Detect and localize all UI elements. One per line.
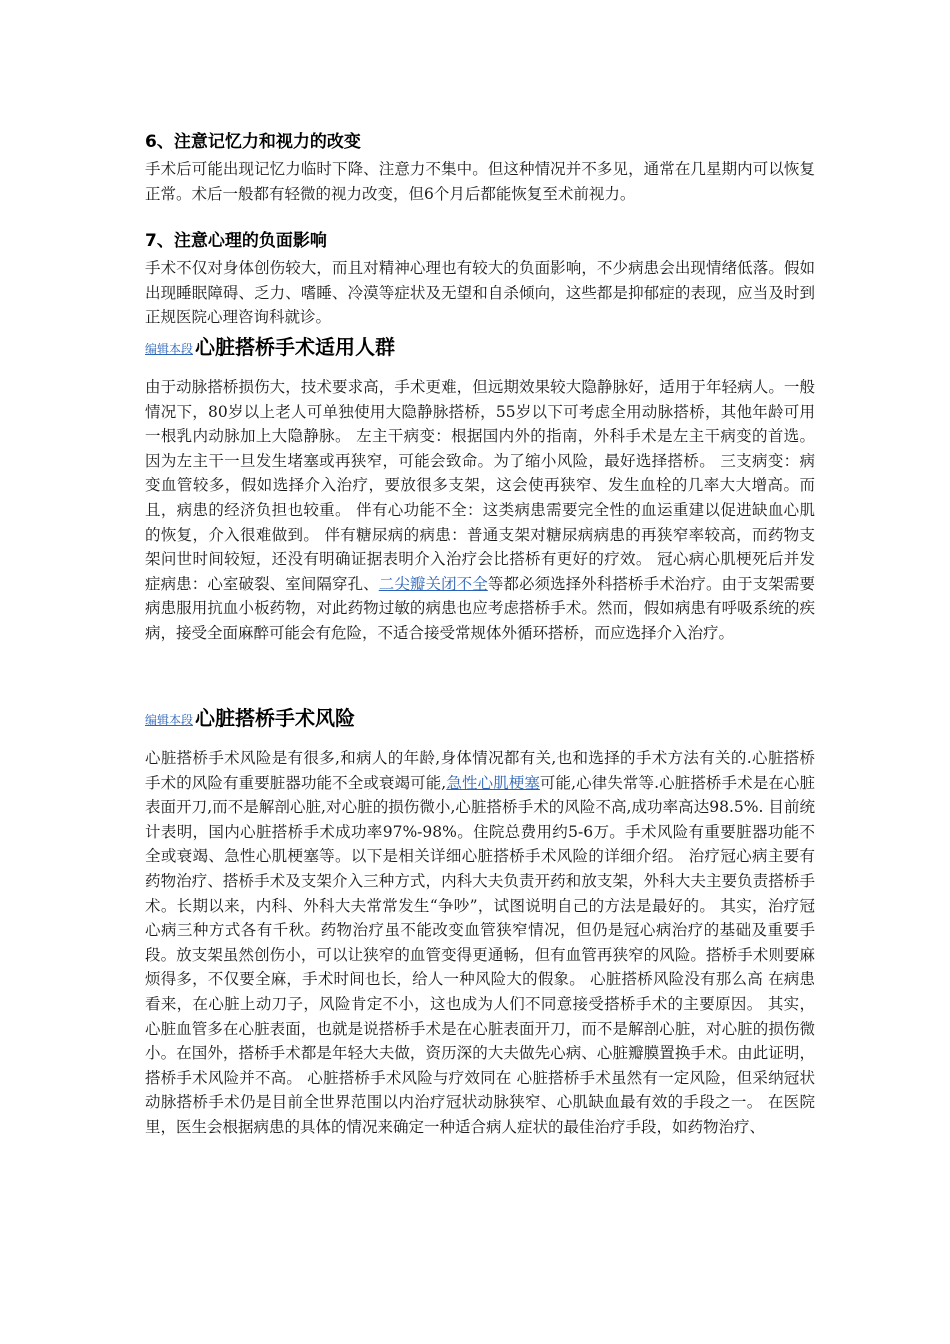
paragraph-text: 由于动脉搭桥损伤大，技术要求高，手术更难，但远期效果较大隐静脉好，适用于年轻病人。一般情况下，80岁以上老人可单独使用大隐静脉搭桥，55岁以下可考虑全用动脉搭桥，其他年龄可用一根乳内动脉加上大隐静脉。 左主干病变：根据国内外的指南，外科手术是左主干病变的首选。因为左主干一旦发生堵塞或再狭窄，可能会致命。为了缩小风险，最好选择搭桥。 三支病变：病变血管较多，假如选择介入治疗，要放很多支架，这会使再狭窄、发生血栓的几率大大增高。而且，病患的经济负担也较重。 伴有心功能不全：这类病患需要完全性的血运重建以促进缺血心肌的恢复，介入很难做到。 伴有糖尿病的病患：普通支架对糖尿病病患的再狭窄率较高，而药物支架问世时间较短，还没有明确证据表明介入治疗会比搭桥有更好的疗效。 冠心病心肌梗死后并发症病患：心室破裂、室间隔穿孔、 <box>145 378 815 593</box>
section-title-risk: 心脏搭桥手术风险 <box>195 706 356 730</box>
section-title-row-suitable <box>145 331 395 360</box>
paragraph-memory-vision: 手术后可能出现记忆力临时下降、注意力不集中。但这种情况并不多见，通常在几星期内可以恢复正常。术后一般都有轻微的视力改变，但6个月后都能恢复至术前视力。 <box>145 160 815 203</box>
section-title-suitable-population: 心脏搭桥手术适用人群 <box>195 335 396 359</box>
edit-section-link[interactable]: 编辑本段 <box>145 713 194 727</box>
paragraph-text: 可能,心律失常等.心脏搭桥手术是在心脏表面开刀,而不是解剖心脏,对心脏的损伤微小,心脏搭桥手术的风险不高,成功率高达98.5%. 目前统计表明，国内心脏搭桥手术成功率97%-98%。住院总费用约5-6万。手术风险有重要脏器功能不全或衰竭、急性心肌梗塞等。以下是相关详细心脏搭桥手术风险的详细介绍。 治疗冠心病主要有药物治疗、搭桥手术及支架介入三种方式，内科大夫负责开药和放支架，外科大夫主要负责搭桥手术。长期以来，内科、外科大夫常常发生“争吵”，试图说明自己的方法是最好的。 其实，治疗冠心病三种方式各有千秋。药物治疗虽不能改变血管狭窄情况，但仍是冠心病治疗的基础及重要手段。放支架虽然创伤小，可以让狭窄的血管变得更通畅，但有血管再狭窄的风险。搭桥手术则要麻烦得多，不仅要全麻，手术时间也长，给人一种风险大的假象。 心脏搭桥风险没有那么高 在病患看来，在心脏上动刀子，风险肯定不小，这也成为人们不同意接受搭桥手术的主要原因。 其实，心脏血管多在心脏表面，也就是说搭桥手术是在心脏表面开刀，而不是解剖心脏，对心脏的损伤微小。在国外，搭桥手术都是年轻大夫做，资历深的大夫做先心病、心脏瓣膜置换手术。由此证明，搭桥手术风险并不高。 心脏搭桥手术风险与疗效同在 心脏搭桥手术虽然有一定风险，但采纳冠状动脉搭桥手术仍是目前全世界范围以内治疗冠状动脉狭窄、心肌缺血最有效的手段之一。 在医院里，医生会根据病患的具体的情况来确定一种适合病人症状的最佳治疗手段，如药物治疗、 <box>145 773 815 1136</box>
section-heading-memory-vision: 6、注意记忆力和视力的改变 <box>145 132 361 152</box>
paragraph-suitable-population <box>145 375 815 646</box>
paragraph-text: 心脏搭桥手术风险是有很多,和病人的年龄,身体情况都有关,也和选择的手术方法有关的.心脏搭桥手术的风险有重要脏器功能不全或衰竭可能, <box>145 749 815 792</box>
edit-section-link[interactable]: 编辑本段 <box>145 342 194 356</box>
paragraph-text: 等都必须选择外科搭桥手术治疗。由于支架需要病患服用抗血小板药物，对此药物过敏的病患也应考虑搭桥手术。然而，假如病患有呼吸系统的疾病，接受全面麻醉可能会有危险，不适合接受常规体外循环搭桥，而应选择介入治疗。 <box>145 574 815 642</box>
section-title-row-risk <box>145 702 355 731</box>
acute-myocardial-infarction-link[interactable]: 急性心肌梗塞 <box>446 773 540 792</box>
section-heading-psychology: 7、注意心理的负面影响 <box>145 231 327 251</box>
mitral-insufficiency-link[interactable]: 二尖瓣关闭不全 <box>378 574 488 593</box>
paragraph-risk <box>145 746 815 1140</box>
paragraph-psychology: 手术不仅对身体创伤较大，而且对精神心理也有较大的负面影响，不少病患会出现情绪低落。假如出现睡眠障碍、乏力、嗜睡、冷漠等症状及无望和自杀倾向，这些都是抑郁症的表现，应当及时到正规医院心理咨询科就诊。 <box>145 259 815 327</box>
